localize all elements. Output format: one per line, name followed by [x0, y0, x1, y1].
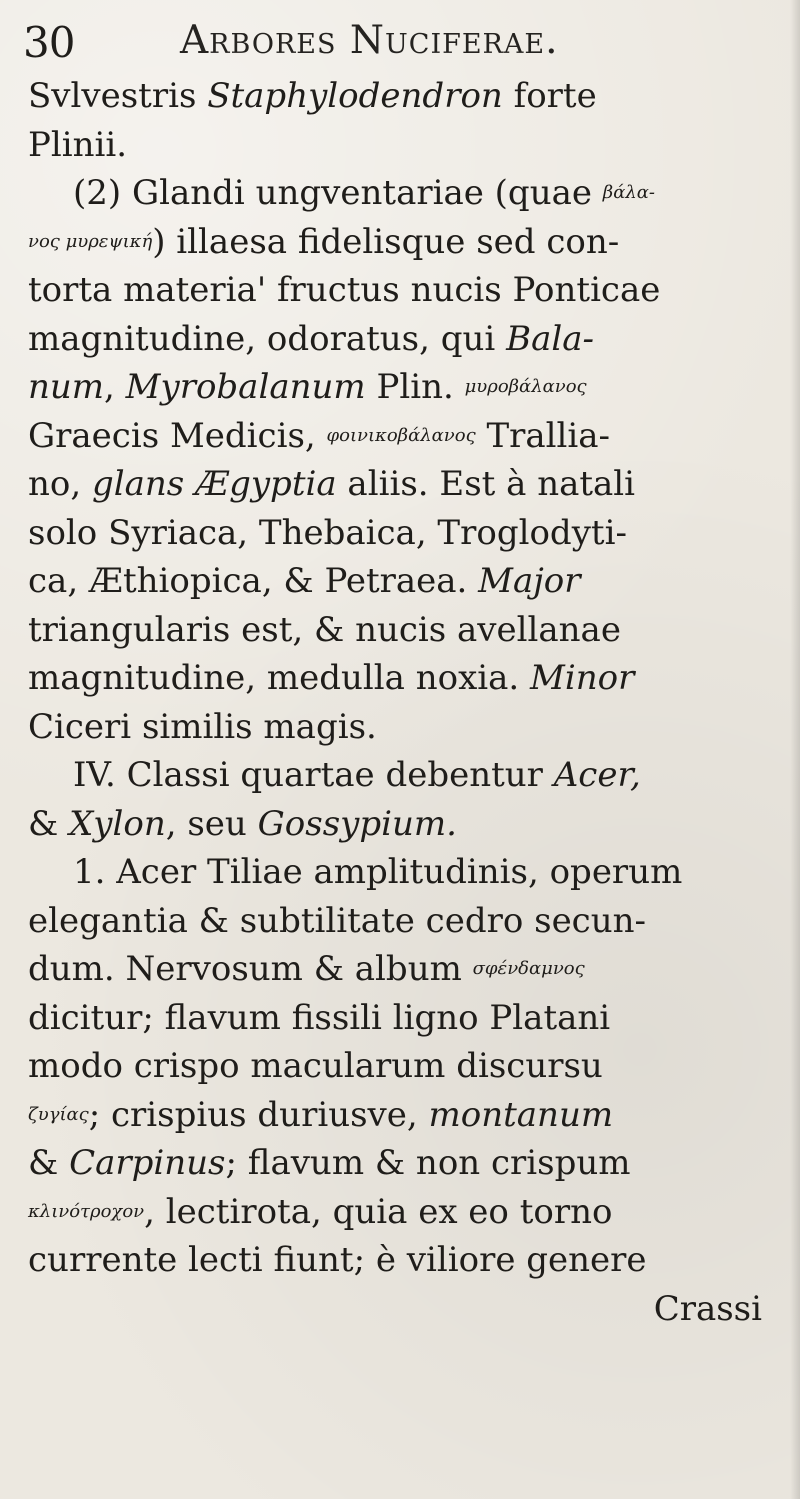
roman-text: currente lecti fiunt; è viliore genere: [28, 1240, 647, 1280]
roman-text: triangularis est, & nucis avellanae: [28, 609, 621, 650]
greek-text: κλινότροχον: [28, 1200, 145, 1222]
roman-text: &: [28, 803, 70, 844]
running-head: Arbores Nuciferae.: [180, 18, 559, 63]
roman-text: aliis. Est à natali: [336, 464, 636, 504]
italic-text: montanum: [428, 1094, 614, 1135]
roman-text: Trallia-: [475, 415, 611, 456]
italic-text: Bala-: [506, 318, 594, 359]
text-line: [28, 1188, 770, 1237]
text-line: [28, 169, 770, 218]
roman-text: , lectirota, quia ex eo torno: [144, 1191, 613, 1232]
italic-text: num: [28, 367, 105, 407]
roman-text: dicitur; flavum fissili ligno Platani: [28, 997, 611, 1038]
greek-text: βάλα-: [602, 182, 656, 203]
roman-text: Ciceri similis magis.: [28, 706, 377, 747]
text-line: [28, 266, 770, 315]
text-line: [28, 218, 770, 267]
roman-text: &: [28, 1143, 70, 1183]
text-line: [28, 654, 770, 703]
roman-text: Plinii.: [28, 124, 128, 165]
text-line: [28, 315, 770, 364]
roman-text: magnitudine, medulla noxia.: [28, 658, 531, 698]
roman-text: dum. Nervosum & album: [28, 949, 473, 989]
roman-text: no,: [28, 464, 92, 504]
text-line: [28, 509, 770, 558]
roman-text: Graecis Medicis,: [28, 415, 327, 456]
text-line: [28, 121, 770, 170]
body-text: [28, 72, 770, 1333]
greek-text: φοινικοβάλανος: [326, 424, 476, 446]
text-line: [28, 460, 770, 509]
page-edge-shadow: [790, 0, 800, 1499]
text-line: [28, 897, 770, 946]
italic-text: Myrobalanum: [125, 367, 366, 407]
page-number: 30: [23, 18, 75, 67]
italic-text: Minor: [530, 658, 635, 698]
text-line: [28, 412, 770, 461]
roman-text: , seu: [165, 803, 258, 844]
text-line: [28, 1285, 770, 1334]
italic-text: Gossypium.: [257, 803, 457, 844]
text-line: [28, 1091, 770, 1140]
page-header: [0, 18, 800, 68]
text-line: [28, 945, 770, 994]
roman-text: Svlvestris: [28, 76, 208, 116]
greek-text: σφένδαμνος: [472, 958, 585, 979]
text-line: [28, 1042, 770, 1091]
roman-text: ) illaesa fidelisque sed con-: [152, 221, 620, 262]
roman-text: ; crispius duriusve,: [88, 1094, 429, 1135]
roman-text: modo crispo macularum discursu: [28, 1046, 603, 1086]
text-line: [28, 800, 770, 849]
roman-text: (2) Glandi ungventariae (quae: [73, 173, 603, 213]
roman-text: ca, Æthiopica, & Petraea.: [28, 561, 479, 601]
greek-text: μυροβάλανος: [464, 376, 587, 397]
roman-text: Plin.: [365, 367, 465, 407]
roman-text: IV. Classi quartae debentur: [73, 755, 554, 795]
roman-text: forte: [502, 76, 597, 116]
roman-text: Crassi: [653, 1288, 762, 1329]
text-line: [28, 994, 770, 1043]
greek-text: νος μυρεψική: [28, 230, 153, 252]
italic-text: Xylon: [69, 803, 166, 844]
roman-text: elegantia & subtilitate cedro secun-: [28, 900, 647, 941]
text-line: [28, 703, 770, 752]
italic-text: Carpinus: [69, 1143, 226, 1183]
italic-text: Major: [478, 561, 581, 601]
italic-text: Acer,: [553, 755, 641, 795]
text-line: [28, 72, 770, 121]
italic-text: Staphylodendron: [207, 76, 503, 116]
roman-text: ,: [104, 367, 126, 407]
text-line: [28, 557, 770, 606]
italic-text: glans Ægyptia: [91, 464, 337, 504]
text-line: [28, 1139, 770, 1188]
text-line: [28, 848, 770, 897]
text-line: [28, 363, 770, 412]
text-line: [28, 606, 770, 655]
roman-text: ; flavum & non crispum: [225, 1143, 631, 1183]
roman-text: torta materia' fructus nucis Ponticae: [28, 270, 661, 310]
roman-text: solo Syriaca, Thebaica, Troglodyti-: [28, 512, 627, 553]
text-line: [28, 1236, 770, 1285]
text-line: [28, 751, 770, 800]
greek-text: ζυγίας: [28, 1103, 89, 1125]
roman-text: 1. Acer Tiliae amplitudinis, operum: [73, 852, 683, 892]
roman-text: magnitudine, odoratus, qui: [28, 318, 507, 359]
